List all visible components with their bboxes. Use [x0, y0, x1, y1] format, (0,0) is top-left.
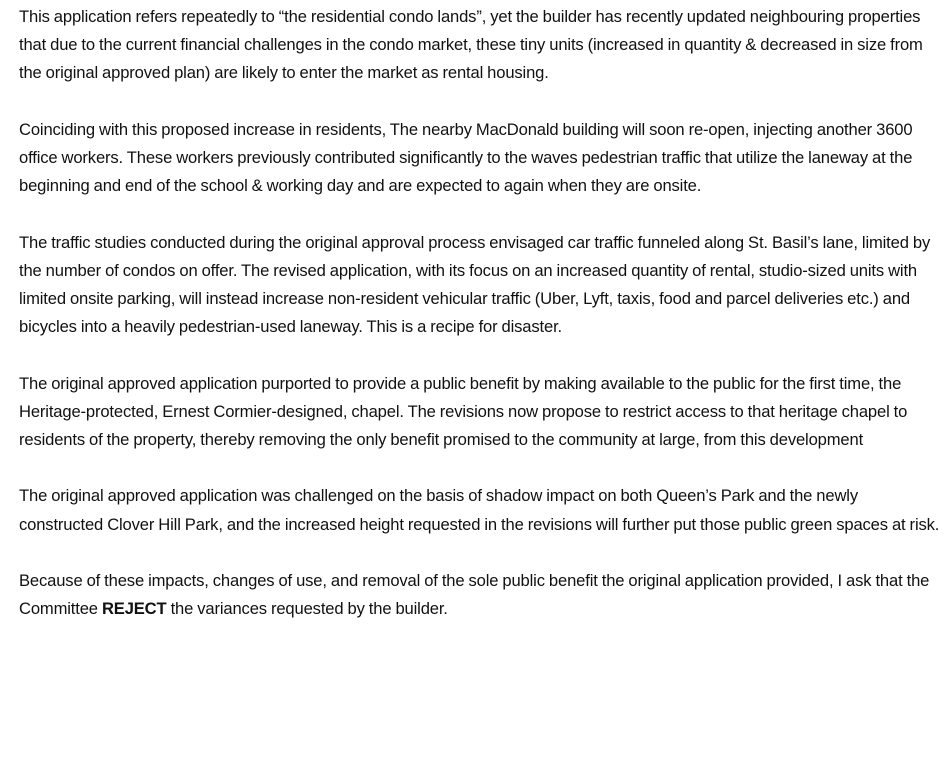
paragraph-closing-request [19, 567, 943, 623]
paragraph-office-workers: Coinciding with this proposed increase in residents, The nearby MacDonald building will soon re-open, injecting another 3600 office workers. These workers previously contributed significantly to the waves pedestrian traffic that utilize the laneway at the beginning and end of the school & working day and are expected to again when they are onsite. [19, 119, 913, 196]
closing-text-before: Because of these impacts, changes of use, and removal of the sole public benefit the original application provided, I ask that the Committee [19, 570, 930, 619]
letter-body [19, 3, 943, 623]
paragraph-shadow-impact: The original approved application was challenged on the basis of shadow impact on both Queen’s Park and the newly constructed Clover Hill Park, and the increased height requested in the revisions will further put those public green spaces at risk. [19, 486, 940, 534]
closing-text-after: the variances requested by the builder. [166, 599, 448, 619]
paragraph-condo-lands: This application refers repeatedly to “the residential condo lands”, yet the builder has recently updated neighbouring properties that due to the current financial challenges in the condo market, these tiny units (increased in quantity & decreased in size from the original approved plan) are likely to enter the market as rental housing. [19, 7, 923, 83]
paragraph-traffic-studies: The traffic studies conducted during the original approval process envisaged car traffic funneled along St. Basil’s lane, limited by the number of condos on offer. The revised application, with its focus on an increased quantity of rental, studio-sized units with limited onsite parking, will instead increase non-resident vehicular traffic (Uber, Lyft, taxis, food and parcel deliveries etc.) and bicycles into a heavily pedestrian-used laneway. This is a recipe for disaster. [19, 232, 931, 337]
reject-emphasis: REJECT [101, 599, 167, 619]
paragraph-public-benefit: The original approved application purported to provide a public benefit by making available to the public for the first time, the Heritage-protected, Ernest Cormier-designed, chapel. The revisions now propose to restrict access to that heritage chapel to residents of the property, thereby removing the only benefit promised to the community at large, from this development [19, 373, 908, 449]
